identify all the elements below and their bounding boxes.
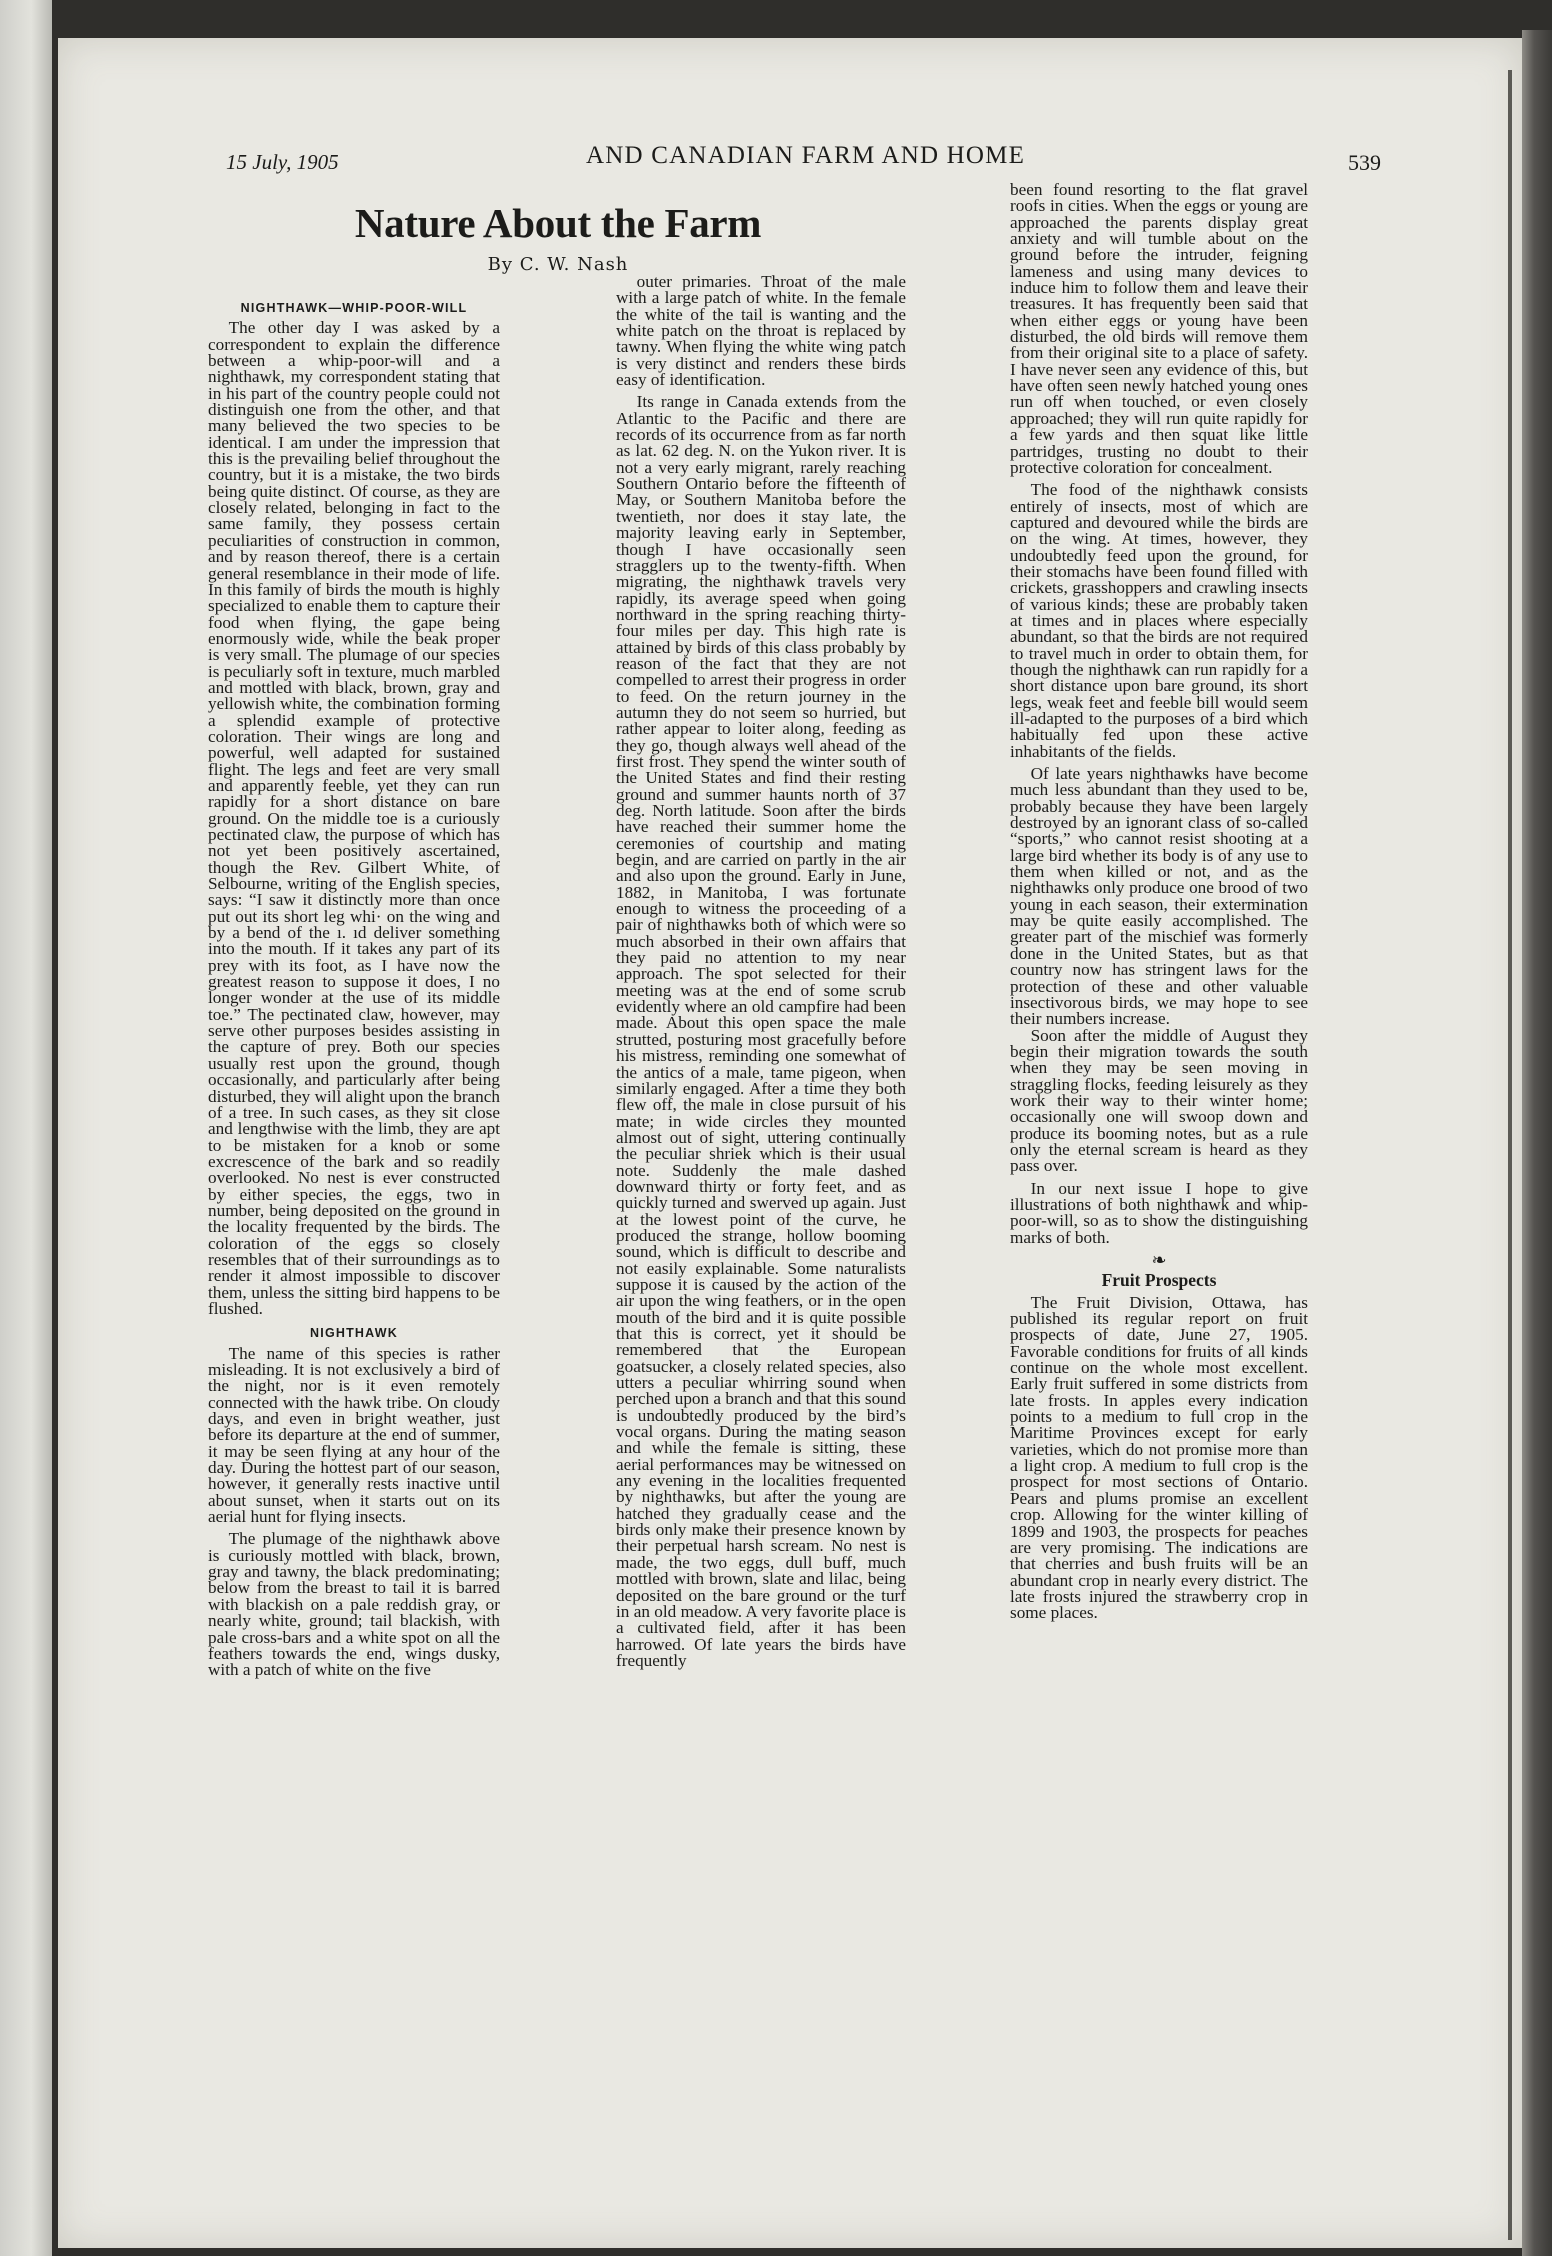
paragraph: The other day I was asked by a correspondent to explain the difference between a whip-poor-will and a nighthawk, my correspondent stating that in his part of the country people could not distinguish one from the other, and that many believed the two species to be identical. I am under the impression that this is the prevailing belief throughout the country, but it is a mistake, the two birds being quite distinct. Of course, as they are closely related, belonging in fact to the same family, they possess certain peculiarities of construction in common, and by reason thereof, there is a certain general resemblance in their mode of life. In this family of birds the mouth is highly specialized to enable them to capture their food when flying, the gape being enormously wide, while the beak proper is very small. The plumage of our species is peculiarly soft in texture, much marbled and mottled with black, brown, gray and yellowish white, the combination forming a splendid example of protective coloration. Their wings are long and powerful, well adapted for sustained flight. The legs and feet are very small and apparently feeble, yet they can run rapidly for a short distance on bare ground. On the middle toe is a curiously pectinated claw, the purpose of which has not yet been positively ascertained, though the Rev. Gilbert White, of Selbourne, writing of the English species, says: “I saw it distinctly more than once put out its short leg whi· on the wing and by a bend of the ı. ıd deliver something into the mouth. If it takes any part of its prey with its foot, as I have now the greatest reason to suppose it does, I no longer wonder at the use of its middle toe.” The pectinated claw, however, may serve other purposes besides assisting in the capture of prey. Both our species usually rest upon the ground, though occasionally, and particularly after being disturbed, they will alight upon the branch of a tree. In such cases, as they sit close and lengthwise with the limb, they are apt to be mistaken for a knob or some excrescence of the bark and so readily overlooked. No nest is ever constructed by either species, the eggs, two in number, being deposited on the ground in the locality frequented by the birds. The coloration of the eggs so closely resembles that of their surroundings as to render it almost impossible to discover them, unless the sitting bird happens to be flushed. (208, 318, 500, 1318)
issue-date: 15 July, 1905 (226, 150, 339, 174)
page-number: 539 (1348, 150, 1381, 175)
paragraph: outer primaries. Throat of the male with a large patch of white. In the female the white of the tail is wanting and the white patch on the throat is replaced by tawny. When flying the white wing patch is very distinct and renders these birds easy of identification. (616, 272, 906, 390)
paragraph: The Fruit Division, Ottawa, has published its regular report on fruit prospects of date, June 27, 1905. Favorable conditions for fruits of all kinds continue on the whole most excellent. Early fruit suffered in some districts from late frosts. In apples every indication points to a medium to full crop in the Maritime Provinces except for early varieties, which do not promise more than a light crop. A medium to full crop is the prospect for most sections of Ontario. Pears and plums promise an excellent crop. Allowing for the winter killing of 1899 and 1903, the prospects for peaches are very promising. The indications are that cherries and bush fruits will be an abundant crop in nearly every district. The late frosts injured the strawberry crop in some places. (1010, 1292, 1308, 1623)
section-heading-nighthawk-whip-poor-will: NIGHTHAWK—WHIP-POOR-WILL (240, 301, 468, 315)
column-1 (208, 301, 500, 1680)
article-header (208, 200, 908, 275)
paragraph: been found resorting to the flat gravel roofs in cities. When the eggs or young are approached the parents display great anxiety and will tumble about on the ground before the intruder, feigning lameness and using many devices to induce him to follow them and leave their treasures. It has frequently been said that when either eggs or young have been disturbed, the old birds will remove them from their original site to a place of safety. I have never seen any evidence of this, but have often seen newly hatched young ones run off when touched, or even closely approached; they will run quite rapidly for a few yards and then squat like little partridges, trusting no doubt to their protective coloration for concealment. (1010, 180, 1308, 477)
paragraph: The food of the nighthawk consists entirely of insects, most of which are captured and devoured while the birds are on the wing. At times, however, they undoubtedly feed upon the ground, for their stomachs have been found filled with crickets, grasshoppers and crawling insects of various kinds; these are probably taken at times and in places where especially abundant, so that the birds are not required to travel much in order to obtain them, for though the nighthawk can run rapidly for a short distance upon bare ground, its short legs, weak feet and feeble bill would seem ill-adapted to the purposes of a bird which habitually fed upon these active inhabitants of the fields. (1010, 480, 1308, 761)
scanner-left-edge (0, 0, 52, 2256)
paragraph: In our next issue I hope to give illustrations of both nighthawk and whip-poor-will, so as to show the distinguishing marks of both. (1010, 1178, 1308, 1247)
paragraph: The plumage of the nighthawk above is curiously mottled with black, brown, gray and tawny, the black predominating; below from the breast to tail it is barred with blackish on a pale reddish gray, or nearly white, ground; tail blackish, with pale cross-bars and a white spot on all the feathers towards the end, wings dusky, with a patch of white on the five (208, 1529, 500, 1680)
fruit-prospects-heading: Fruit Prospects (1101, 1270, 1217, 1291)
section-heading-nighthawk: NIGHTHAWK (310, 1326, 398, 1341)
paragraph: Soon after the middle of August they begin their migration towards the south when they may be seen moving in straggling flocks, feeding leisurely as they work their way to their winter home; occasionally one will swoop down and produce its booming notes, but as a rule only the eternal scream is heard as they pass over. (1010, 1025, 1308, 1176)
column-3 (1010, 182, 1308, 1622)
book-binding-edge (1522, 30, 1552, 2256)
paragraph: The name of this species is rather misleading. It is not exclusively a bird of the night, nor is it even remotely connected with the hawk tribe. On cloudy days, and even in bright weather, just before its departure at the end of summer, it may be seen flying at any hour of the day. During the hottest part of our season, however, it generally rests inactive until about sunset, when it starts out on its aerial hunt for flying insects. (208, 1343, 500, 1527)
column-2 (616, 274, 906, 1669)
page-edge-shadow (1508, 70, 1512, 2240)
article-title: Nature About the Farm (354, 200, 762, 246)
paragraph: Its range in Canada extends from the Atlantic to the Pacific and there are records of its occurrence from as far north as lat. 62 deg. N. on the Yukon river. It is not a very early migrant, rarely reaching Southern Ontario before the fifteenth of May, or Southern Manitoba before the twentieth, nor does it stay late, the majority leaving early in September, though I have occasionally seen stragglers up to the twenty-fifth. When migrating, the nighthawk travels very rapidly, its average speed when going northward in the spring reaching thirty-four miles per day. This high rate is attained by birds of this class probably by reason of the fact that they are not compelled to arrest their progress in order to feed. On the return journey in the autumn they do not seem so hurried, but rather appear to loiter along, feeding as they go, though always well ahead of the first frost. They spend the winter south of the United States and find their resting ground and summer haunts north of 37 deg. North latitude. Soon after the birds have reached their summer home the ceremonies of courtship and mating begin, and are carried on partly in the air and also upon the ground. Early in June, 1882, in Manitoba, I was fortunate enough to witness the proceeding of a pair of nighthawks both of which were so much absorbed in their own affairs that they paid no attention to my near approach. The spot selected for their meeting was at the end of some scrub evidently where an old campfire had been made. About this open space the male strutted, posturing most gracefully before his mistress, reminding one somewhat of the antics of a male, tame pigeon, when similarly engaged. After a time they both flew off, the male in close pursuit of his mate; in wide circles they mounted almost out of sight, uttering continually the peculiar shriek which is their usual note. Suddenly the male dashed downward thirty or forty feet, and as quickly turned and swerved up again. Just at the lowest point of the curve, he produced the strange, hollow booming sound, which is difficult to describe and not easily explainable. Some naturalists suppose it is caused by the action of the air upon the wing feathers, or in the open mouth of the bird and it is quite possible that this is correct, yet it should be remembered that the European goatsucker, a closely related species, also utters a peculiar whirring sound when perched upon a branch and that this sound is undoubtedly produced by the bird’s vocal organs. During the mating season and while the female is sitting, these aerial performances may be witnessed on any evening in the localities frequented by nighthawks, but after the young are hatched they gradually cease and the birds only make their presence known by their perpetual harsh scream. No nest is made, the two eggs, dull buff, much mottled with brown, slate and lilac, being deposited on the bare ground or the turf in an old meadow. A very favorite place is a cultivated field, after it has been harrowed. Of late years the birds have frequently (616, 392, 906, 1670)
paragraph: Of late years nighthawks have become much less abundant than they used to be, probably because they have been largely destroyed by an ignorant class of so-called “sports,” who cannot resist shooting at a large bird whether its body is of any use to them when killed or not, and as the nighthawks only produce one brood of two young in each season, their extermination may be quite easily accomplished. The greater part of the mischief was formerly done in the United States, but as that country now has stringent laws for the protection of these and other valuable insectivorous birds, we may hope to see their numbers increase. (1010, 764, 1308, 1029)
publication-title: AND CANADIAN FARM AND HOME (586, 142, 1026, 169)
running-head (58, 120, 1522, 175)
article-byline: By C. W. Nash (487, 254, 629, 275)
fleuron-ornament: ❧ (1151, 1250, 1167, 1270)
magazine-page (58, 38, 1522, 2248)
